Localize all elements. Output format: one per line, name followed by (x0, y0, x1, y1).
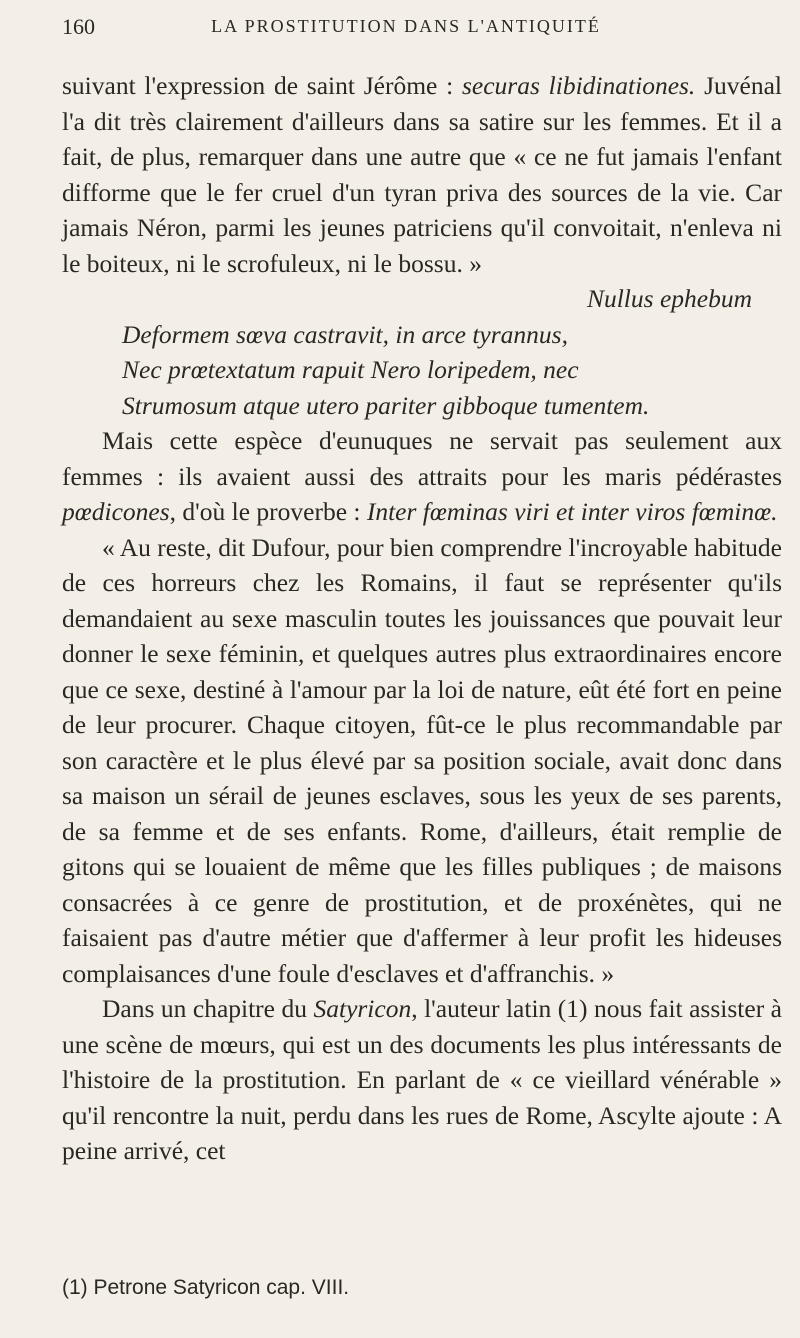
text-run: , l'auteur latin (1) nous fait assister à une scène de mœurs, qui est un des documents les plus intéressants de l'histoire de la prostitution. En parlant de « ce vieillard vénérable » qu'il rencontre la nuit, perdu dans les rues de Rome, Ascylte ajoute : A peine arrivé, cet (62, 994, 782, 1165)
text-run: Mais cette espèce d'eunuques ne servait pas seulement aux femmes : ils avaient aussi des attraits pour les maris pédérastes (62, 426, 782, 491)
latin-term: pœdicones (62, 497, 170, 526)
verse-line: Nullus ephebum (586, 284, 752, 313)
text-run: suivant l'expression de saint Jérôme : (62, 71, 462, 100)
verse-line: Nec prœtextatum rapuit Nero loripedem, nec (122, 355, 579, 384)
text-run: , d'où le proverbe : (169, 497, 367, 526)
page-number: 160 (62, 14, 95, 39)
paragraph-2 (62, 423, 782, 530)
text-run: Juvénal l'a dit très clairement d'ailleurs dans sa satire sur les femmes. Et il a fait, de plus, remarquer dans une autre que « ce ne fut jamais l'enfant difforme que le fer cruel d'un tyran priva des sources de la vie. Car jamais Néron, parmi les jeunes patriciens qu'il convoitait, n'enleva ni le boiteux, ni le scrofuleux, ni le bossu. » (62, 71, 782, 278)
work-title: Satyricon (313, 994, 412, 1023)
page-header (62, 14, 750, 48)
running-title: LA PROSTITUTION DANS L'ANTIQUITÉ (211, 16, 601, 36)
footnote: (1) Petrone Satyricon cap. VIII. (62, 1276, 350, 1299)
latin-proverb: Inter fœminas viri et inter viros fœminœ. (366, 497, 778, 526)
verse-line: Deformem sœva castravit, in arce tyrannus, (122, 319, 568, 349)
latin-term: securas libidinationes. (462, 71, 696, 100)
paragraph-4 (62, 991, 782, 1169)
verse-line: Strumosum atque utero pariter gibboque tumentem. (122, 390, 650, 420)
latin-verse (62, 281, 782, 423)
paragraph-1 (62, 68, 782, 281)
main-text (62, 68, 782, 1169)
text-run: Dans un chapitre du (102, 994, 314, 1023)
paragraph-3: « Au reste, dit Dufour, pour bien comprendre l'incroyable habitude de ces horreurs chez les Romains, il faut se représenter qu'ils demandaient au sexe masculin toutes les jouissances que pouvait leur donner le sexe féminin, et quelques autres plus extraordinaires encore que ce sexe, destiné à l'amour par la loi de nature, eût été fort en peine de leur procurer. Chaque citoyen, fût-ce le plus recommandable par son caractère et le plus élevé par sa position sociale, avait donc dans sa maison un sérail de jeunes esclaves, sous les yeux de ses parents, de sa femme et de ses enfants. Rome, d'ailleurs, était remplie de gitons qui se louaient de même que les filles publiques ; de maisons consacrées à ce genre de prostitution, et de proxénètes, qui ne faisaient pas d'autre métier que d'affermer à leur profit les hideuses complaisances d'une foule d'esclaves et d'affranchis. » (62, 532, 782, 988)
